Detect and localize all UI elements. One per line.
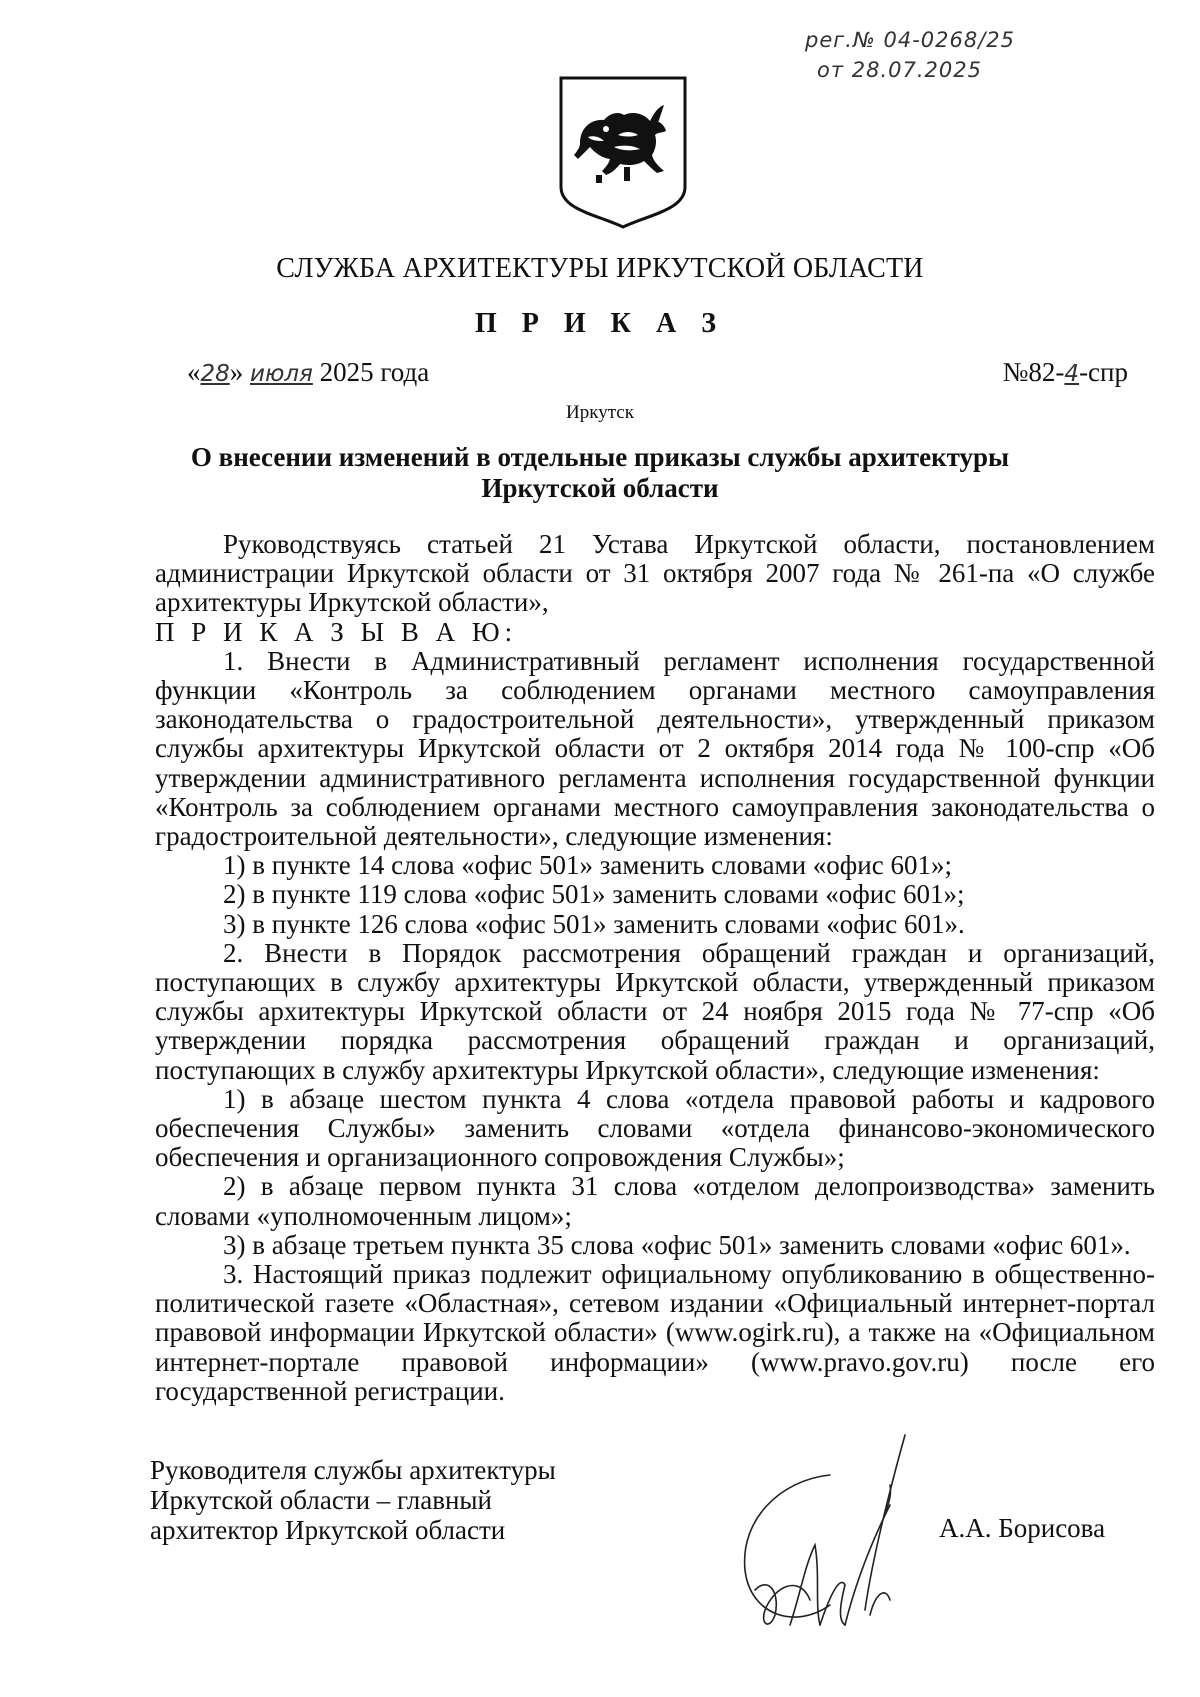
clause-1-item-1: 1) в пункте 14 слова «офис 501» заменить словами «офис 601»; <box>223 850 952 881</box>
order-word: П Р И К А З Ы В А Ю: <box>155 616 518 647</box>
registration-number: рег.№ 04-0268/25 <box>805 28 1016 52</box>
clause-1-item-2: 2) в пункте 119 слова «офис 501» заменить словами «офис 601»; <box>223 879 965 910</box>
clause-1-item-3: 3) в пункте 126 слова «офис 501» заменить словами «офис 601». <box>223 908 965 939</box>
document-subject <box>150 442 1050 504</box>
clause-2-item-1: 1) в абзаце шестом пункта 4 слова «отдела правовой работы и кадрового обеспечения Службы» заменить словами «отдела финансово-экономического обеспечения и организационного сопровождения Службы»; <box>155 1083 1155 1173</box>
coat-of-arms-emblem <box>558 75 688 230</box>
city-name: Иркутск <box>566 402 634 423</box>
order-number-prefix: №82- <box>1002 357 1065 387</box>
document-type-heading: П Р И К А З <box>475 308 725 339</box>
clause-2-item-2: 2) в абзаце первом пункта 31 слова «отделом делопроизводства» заменить словами «уполномоченным лицом»; <box>155 1171 1155 1231</box>
date-open-quote: « <box>187 357 201 387</box>
order-number <box>1003 357 1128 388</box>
signatory-title-line-3: архитектор Иркутской области <box>150 1515 506 1545</box>
preamble-paragraph: Руководствуясь статьей 21 Устава Иркутской области, постановлением администрации Иркутской области от 31 октября 2007 года № 261-па «О службе архитектуры Иркутской области», <box>155 529 1155 618</box>
handwritten-signature <box>720 1425 940 1655</box>
date-month-handwritten: июля <box>250 361 313 387</box>
clause-3: 3. Настоящий приказ подлежит официальному опубликованию в общественно-политической газете «Областная», сетевом издании «Официальный интернет-портал правовой информации Иркутской области» (www.ogirk.ru), а также на «Официальном интернет-портале правовой информации» (www.pravo.gov.ru) после его государственной регистрации. <box>155 1259 1155 1406</box>
signatory-title <box>150 1455 630 1545</box>
order-date <box>187 357 429 388</box>
clause-1: 1. Внести в Административный регламент исполнения государственной функции «Контроль за соблюдением органами местного самоуправления законодательства о градостроительной деятельности», утвержденный приказом службы архитектуры Иркутской области от 2 октября 2014 года № 100-спр «Об утверждении административного регламента исполнения государственной функции «Контроль за соблюдением органами местного самоуправления законодательства о градостроительной деятельности», следующие изменения: <box>155 645 1155 852</box>
date-day-handwritten: 28 <box>200 361 230 387</box>
registration-date: от 28.07.2025 <box>817 58 982 82</box>
signatory-title-line-2: Иркутской области – главный <box>150 1485 492 1515</box>
subject-line-1: О внесении изменений в отдельные приказы службы архитектуры <box>190 442 1010 472</box>
signatory-name: А.А. Борисова <box>939 1513 1106 1543</box>
registration-stamp <box>805 25 1015 85</box>
document-body <box>155 530 1155 1406</box>
agency-name: СЛУЖБА АРХИТЕКТУРЫ ИРКУТСКОЙ ОБЛАСТИ <box>276 253 924 284</box>
signatory-title-line-1: Руководителя службы архитектуры <box>150 1455 556 1485</box>
subject-line-2: Иркутской области <box>481 473 719 503</box>
clause-2: 2. Внести в Порядок рассмотрения обращений граждан и организаций, поступающих в службу архитектуры Иркутской области, утвержденный приказом службы архитектуры Иркутской области от 24 ноября 2015 года № 77-спр «Об утверждении порядка рассмотрения обращений граждан и организаций, поступающих в службу архитектуры Иркутской области», следующие изменения: <box>155 937 1155 1085</box>
clause-2-item-3: 3) в абзаце третьем пункта 35 слова «офис 501» заменить словами «офис 601». <box>223 1229 1131 1260</box>
order-number-handwritten: 4 <box>1064 361 1080 387</box>
date-year: 2025 года <box>312 357 430 387</box>
date-close-quote: » <box>229 357 244 387</box>
order-number-suffix: -спр <box>1079 357 1128 387</box>
